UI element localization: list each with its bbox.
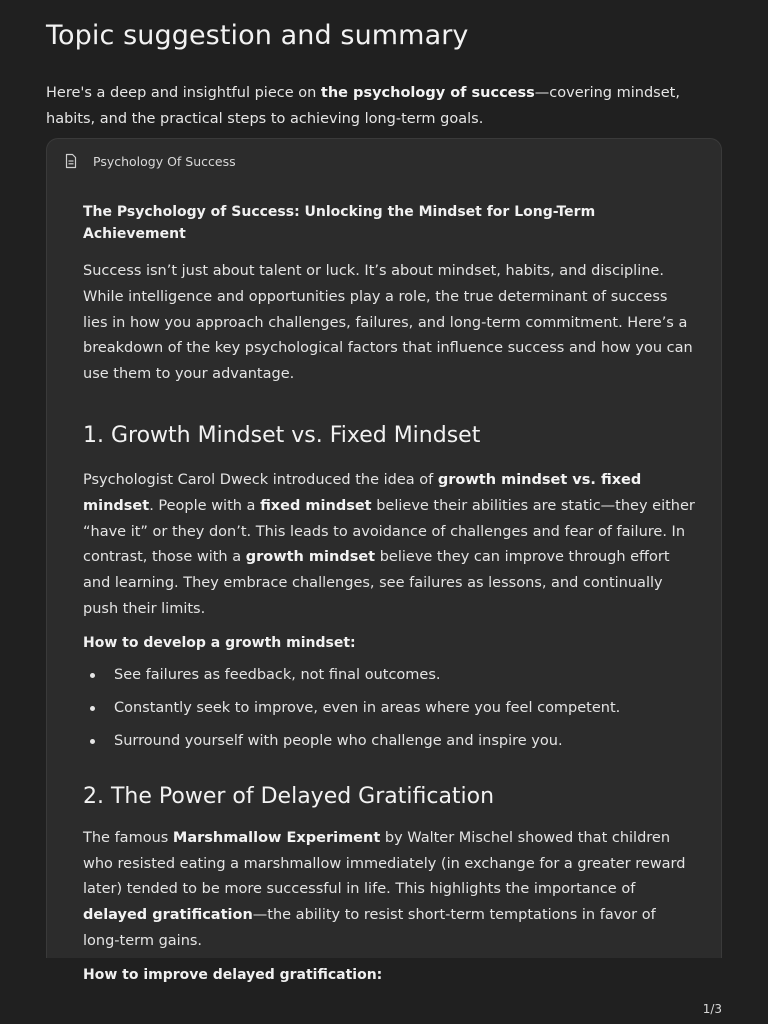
intro-text-end: —covering mindset, habits, and the practical steps to achieving long-term goals. [46, 85, 680, 127]
s2-text-c: by Walter Mischel showed that children who resisted eating a marshmallow immediately (in exchange for a greater reward later) tended to be more successful in life. This highlights the importance of [83, 829, 686, 898]
list-item [83, 664, 695, 686]
s1-text-e: believe their abilities are static—they either “have it” or they don’t. This leads to avoidance of challenges and fear of failure. In contrast, those with a [83, 497, 695, 566]
s1-text-g: believe they can improve through effort and learning. They embrace challenges, see failures as lessons, and continually push their limits. [83, 549, 670, 617]
list-item-text: Constantly seek to improve, even in areas where you feel competent. [114, 699, 621, 716]
intro-topic: the psychology of success [320, 85, 535, 101]
list-item [83, 697, 695, 719]
document-icon [63, 153, 79, 169]
bullet-icon [90, 673, 95, 678]
card-header[interactable] [63, 151, 236, 171]
bullet-icon [90, 706, 95, 711]
section-2-title: 2. The Power of Delayed Gratification [83, 783, 495, 809]
section-1-bullet-list [83, 664, 695, 752]
list-item [83, 730, 695, 752]
s2-bold-d: delayed gratification [83, 907, 253, 924]
s1-bold-d: fixed mindset [260, 497, 372, 514]
intro-paragraph [46, 80, 726, 132]
section-2-subheading: How to improve delayed gratification: [83, 966, 383, 983]
section-1-subheading: How to develop a growth mindset: [83, 634, 356, 651]
s2-text-e: —the ability to resist short-term temptations in favor of long-term gains. [83, 907, 656, 949]
document-body [83, 201, 695, 986]
list-item-text: See failures as feedback, not final outcomes. [114, 666, 441, 683]
section-2-paragraph [83, 826, 695, 955]
document-heading: The Psychology of Success: Unlocking the Mindset for Long-Term Achievement [83, 204, 596, 242]
document-card[interactable] [46, 138, 722, 983]
intro-text-start: Here's a deep and insightful piece on [46, 85, 321, 101]
s1-text-c: . People with a [149, 497, 261, 514]
page-title: Topic suggestion and summary [46, 20, 469, 51]
document-intro: Success isn’t just about talent or luck. It’s about mindset, habits, and discipline. While intelligence and opportunities play a role, the true determinant of success lies in how you approach challenges, failures, and long-term commitment. Here’s a breakdown of the key psychological factors that influence success and how you can use them to your advantage. [83, 263, 693, 383]
s1-bold-f: growth mindset [245, 549, 376, 566]
list-item-text: Surround yourself with people who challenge and inspire you. [114, 732, 563, 749]
s1-bold-b: growth mindset vs. fixed mindset [83, 471, 642, 514]
card-title: Psychology Of Success [93, 153, 236, 169]
section-1-title: 1. Growth Mindset vs. Fixed Mindset [83, 422, 481, 448]
s2-text-a: The famous [83, 829, 173, 846]
s1-text-a: Psychologist Carol Dweck introduced the idea of [83, 471, 438, 488]
bullet-icon [90, 739, 95, 744]
s2-bold-b: Marshmallow Experiment [172, 829, 381, 846]
section-1-paragraph [83, 468, 695, 623]
page-indicator: 1/3 [702, 1002, 722, 1016]
